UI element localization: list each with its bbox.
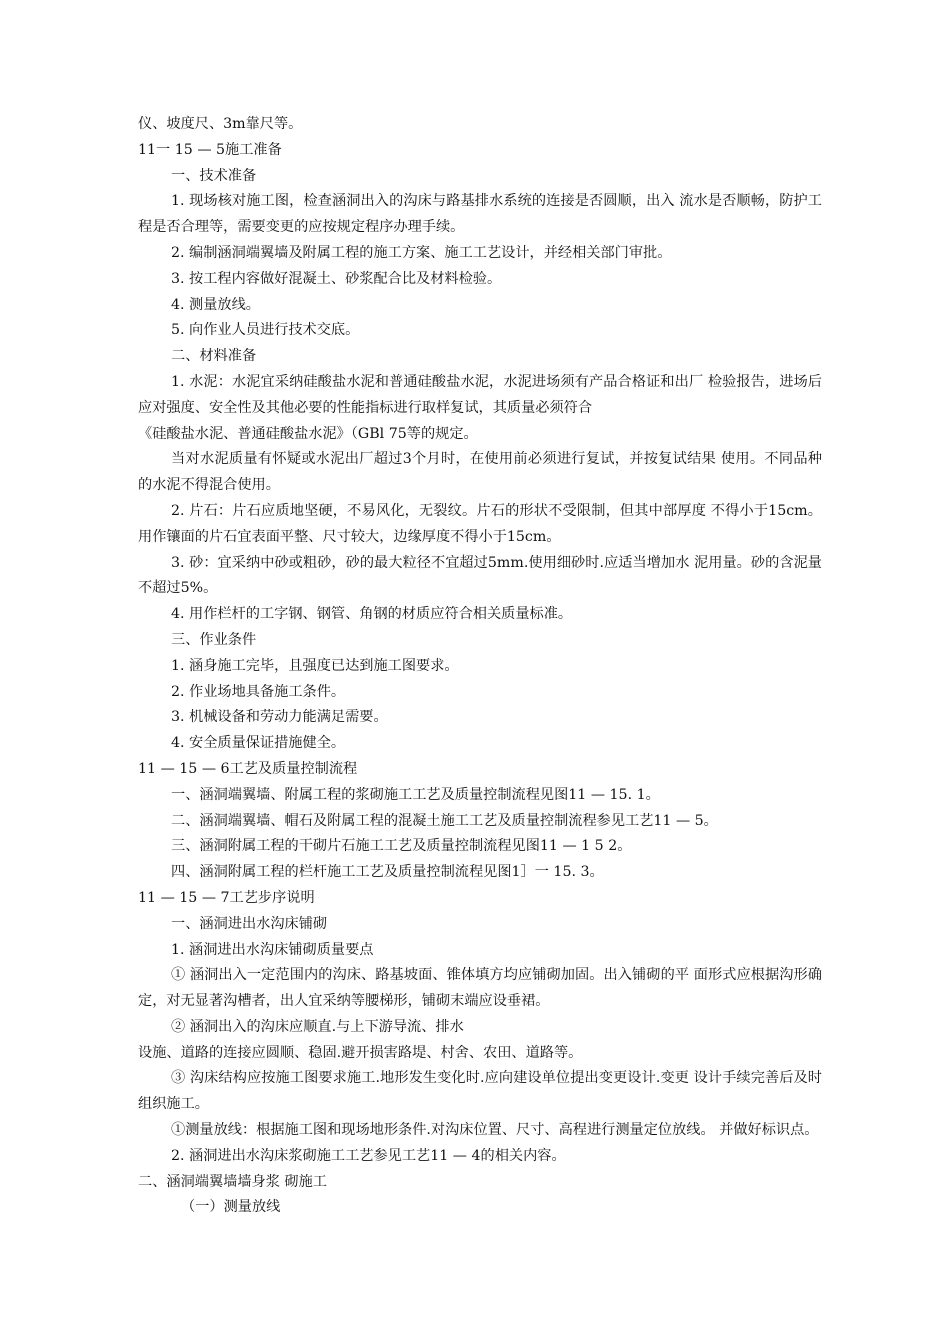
list-item: 3. 机械设备和劳动力能满足需要。 xyxy=(171,709,388,726)
paragraph: 3. 砂：宜采纳中砂或粗砂，砂的最大粒径不宜超过5mm.使用细砂时.应适当增加水 泥用量。砂的含泥量不超过5%。 xyxy=(138,554,822,597)
section-heading: 11 — 15 — 7工艺步序说明 xyxy=(138,889,315,906)
list-item: 1. 涵身施工完毕，且强度已达到施工图要求。 xyxy=(171,657,459,674)
subsection-heading: 一、技术准备 xyxy=(171,167,257,184)
text-line: 设施、道路的连接应圆顺、稳固.避开损害路堤、村舍、农田、道路等。 xyxy=(138,1044,583,1061)
subsection-heading: 三、作业条件 xyxy=(171,631,257,648)
section-heading: 11一 15 — 5施工准备 xyxy=(138,141,282,158)
list-item: 4. 安全质量保证措施健全。 xyxy=(171,735,346,752)
paragraph: ①测量放线：根据施工图和现场地形条件.对沟床位置、尺寸、高程进行测量定位放线。 并做好标识点。 xyxy=(171,1122,819,1139)
list-item: 3. 按工程内容做好混凝土、砂浆配合比及材料检验。 xyxy=(171,270,502,287)
list-item: 4. 测量放线。 xyxy=(171,296,260,313)
document-body xyxy=(138,112,822,1221)
paragraph: 2. 片石：片石应质地坚硬，不易风化，无裂纹。片石的形状不受限制，但其中部厚度 不得小于15cm。用作镶面的片石宜表面平整、尺寸较大，边缘厚度不得小于15cm。 xyxy=(138,502,822,545)
paragraph: 1. 水泥：水泥宜采纳硅酸盐水泥和普通硅酸盐水泥，水泥进场须有产品合格证和出厂 检验报告，进场后应对强度、安全性及其他必要的性能指标进行取样复试，其质量必须符合 xyxy=(138,373,822,416)
subsection-heading: 二、涵洞端翼墙墙身浆 砌施工 xyxy=(138,1173,327,1190)
paragraph: ① 涵洞出入一定范围内的沟床、路基坡面、锥体填方均应铺砌加固。出入铺砌的平 面形式应根据沟形确定，对无显著沟槽者，出人宜采纳等腰梯形，铺砌末端应设垂裙。 xyxy=(138,967,822,1010)
list-item: 三、涵洞附属工程的干砌片石施工工艺及质量控制流程见图11 — 1 5 2。 xyxy=(171,838,632,855)
list-item: 一、涵洞端翼墙、附属工程的浆砌施工工艺及质量控制流程见图11 — 15. 1。 xyxy=(171,786,660,803)
text-line: 仪、坡度尺、3m靠尺等。 xyxy=(138,116,303,132)
paragraph: 当对水泥质量有怀疑或水泥出厂超过3个月时，在使用前必须进行复试，并按复试结果 使用。不同品种的水泥不得混合使用。 xyxy=(138,451,822,494)
list-item: 2. 编制涵洞端翼墙及附属工程的施工方案、施工工艺设计，并经相关部门审批。 xyxy=(171,244,672,261)
text-line: ② 涵洞出入的沟床应顺直.与上下游导流、排水 xyxy=(171,1018,464,1035)
subsection-heading: 二、材料准备 xyxy=(171,348,257,365)
text-line: 《硅酸盐水泥、普通硅酸盐水泥》（GBl 75等的规定。 xyxy=(138,425,478,442)
subsection-heading: 一、涵洞进出水沟床铺砌 xyxy=(171,915,328,932)
list-item: 1. 涵洞进出水沟床铺砌质量要点 xyxy=(171,941,374,958)
list-item: 2. 作业场地具备施工条件。 xyxy=(171,683,346,700)
list-item: 2. 涵洞进出水沟床浆砌施工工艺参见工艺11 — 4的相关内容。 xyxy=(171,1147,566,1164)
list-item: 二、涵洞端翼墙、帽石及附属工程的混凝土施工工艺及质量控制流程参见工艺11 — 5。 xyxy=(171,812,718,829)
list-item: 4. 用作栏杆的工字钢、钢管、角钢的材质应符合相关质量标准。 xyxy=(171,606,573,623)
list-item: 四、涵洞附属工程的栏杆施工工艺及质量控制流程见图1］一 15. 3。 xyxy=(171,864,604,881)
subsection-heading: （一）测量放线 xyxy=(181,1199,281,1216)
paragraph: ③ 沟床结构应按施工图要求施工.地形发生变化时.应向建设单位提出变更设计.变更 设计手续完善后及时组织施工。 xyxy=(138,1070,822,1113)
section-heading: 11 — 15 — 6工艺及质量控制流程 xyxy=(138,760,358,777)
list-item: 5. 向作业人员进行技术交底。 xyxy=(171,322,360,339)
paragraph: 1. 现场核对施工图，检查涵洞出入的沟床与路基排水系统的连接是否圆顺，出入 流水是否顺畅，防护工程是否合理等，需要变更的应按规定程序办理手续。 xyxy=(138,193,822,236)
